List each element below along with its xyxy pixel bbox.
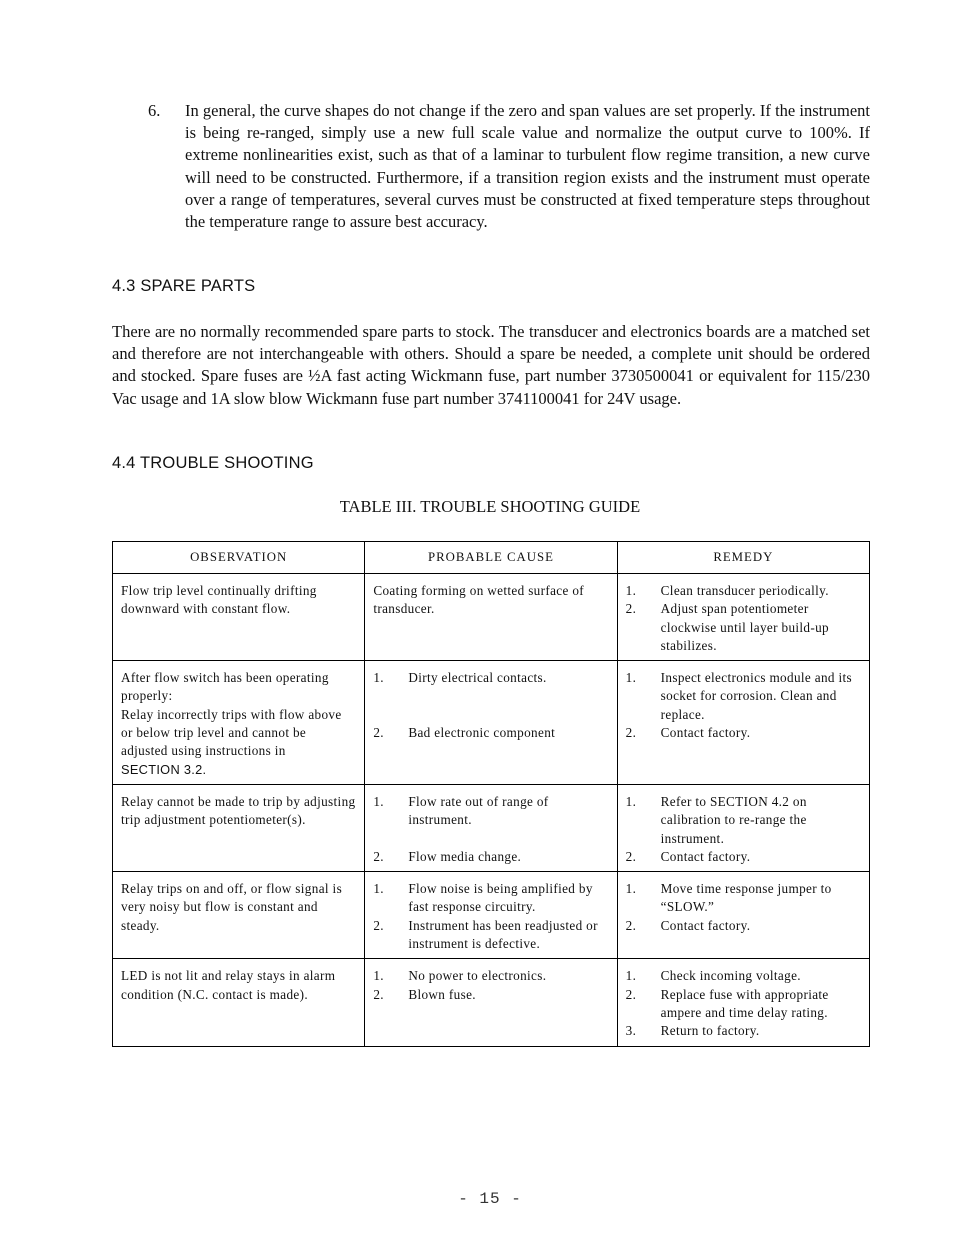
list-item-number: 6. <box>148 101 161 120</box>
cause-item: 1. Flow rate out of range of instrument. <box>373 793 549 828</box>
remedy-item: 1. Inspect electronics module and its socket for corrosion. Clean and replace. <box>625 670 852 722</box>
table-row <box>113 661 870 785</box>
cause-cell <box>365 872 617 959</box>
remedy-item: 1. Refer to SECTION 4.2 on calibration to re-range the instrument. <box>625 793 807 846</box>
section-heading-spare-parts: 4.3 SPARE PARTS <box>112 277 256 295</box>
cause-cell <box>365 661 617 785</box>
remedy-item: 1. Clean transducer periodically. <box>625 583 829 598</box>
observation-cell: After flow switch has been operating properly: Relay incorrectly trips with flow above or below trip level and cannot be adjusted using instructions in SECTION 3.2. <box>113 661 365 785</box>
observation-cell: Relay cannot be made to trip by adjusting trip adjustment potentiometer(s). <box>113 784 365 871</box>
column-header-cause: PROBABLE CAUSE <box>365 542 617 574</box>
remedy-cell <box>617 661 869 785</box>
spare-parts-paragraph: There are no normally recommended spare parts to stock. The transducer and electronics boards are a matched set and therefore are not interchangeable with others. Should a spare be needed, a complete unit should be ordered and stocked. Spare fuses are ½A fast acting Wickmann fuse, part number 3730500041 or equivalent for 115/230 Vac usage and 1A slow blow Wickmann fuse part number 3741100041 for 24V usage. <box>112 322 870 408</box>
cause-item: 2. Flow media change. <box>373 848 522 864</box>
table-title: TABLE III. TROUBLE SHOOTING GUIDE <box>339 497 641 516</box>
section-heading-trouble-shooting: 4.4 TROUBLE SHOOTING <box>112 454 314 472</box>
cause-item: 1. Dirty electrical contacts. <box>373 670 547 686</box>
remedy-cell <box>617 574 869 661</box>
list-item-text: In general, the curve shapes do not change if the zero and span values are set properly. If the instrument is being re-ranged, simply use a new full scale value and normalize the output curve to 100%. If extreme nonlinearities exist, such as that of a laminar to turbulent flow regime transition, a new curve will need to be constructed. Furthermore, if a transition region exists and the instrument must operate over a range of temperatures, several curves must be constructed at fixed temperature steps throughout the temperature range to assure best accuracy. <box>185 101 870 232</box>
table-row <box>113 959 870 1046</box>
remedy-item: 2. Contact factory. <box>625 848 751 864</box>
cause-item: 2. Instrument has been readjusted or instrument is defective. <box>373 917 598 952</box>
column-header-observation: OBSERVATION <box>113 542 365 574</box>
cause-cell: Coating forming on wetted surface of transducer. <box>365 574 617 661</box>
observation-cell: LED is not lit and relay stays in alarm condition (N.C. contact is made). <box>113 959 365 1046</box>
table-row <box>113 784 870 871</box>
observation-cell: Flow trip level continually drifting downward with constant flow. <box>113 574 365 661</box>
page-number: - 15 - <box>458 1190 522 1208</box>
remedy-item: 2. Contact factory. <box>625 725 751 741</box>
cause-item: 2. Bad electronic component <box>373 725 556 741</box>
remedy-item: 2. Replace fuse with appropriate ampere and time delay rating. <box>625 986 829 1020</box>
table-header-row <box>113 542 870 574</box>
remedy-item: 2. Adjust span potentiometer clockwise until layer build-up stabilizes. <box>625 601 830 653</box>
cause-item: 2. Blown fuse. <box>373 986 476 1002</box>
remedy-cell <box>617 872 869 959</box>
list-item-6 <box>148 100 870 233</box>
section-reference: SECTION 3.2. <box>121 761 207 777</box>
observation-cell: Relay trips on and off, or flow signal is very noisy but flow is constant and steady. <box>113 872 365 959</box>
column-header-remedy: REMEDY <box>617 542 869 574</box>
cause-cell <box>365 784 617 871</box>
remedy-item: 3. Return to factory. <box>625 1023 760 1039</box>
cause-item: 1. No power to electronics. <box>373 968 547 984</box>
remedy-cell <box>617 784 869 871</box>
remedy-item: 1. Move time response jumper to “SLOW.” <box>625 881 832 915</box>
remedy-item: 1. Check incoming voltage. <box>625 968 801 984</box>
remedy-item: 2. Contact factory. <box>625 917 751 933</box>
remedy-cell <box>617 959 869 1046</box>
table-row <box>113 574 870 661</box>
cause-item: 1. Flow noise is being amplified by fast response circuitry. <box>373 881 593 915</box>
cause-cell <box>365 959 617 1046</box>
table-row <box>113 872 870 959</box>
trouble-shooting-table <box>112 541 870 1047</box>
